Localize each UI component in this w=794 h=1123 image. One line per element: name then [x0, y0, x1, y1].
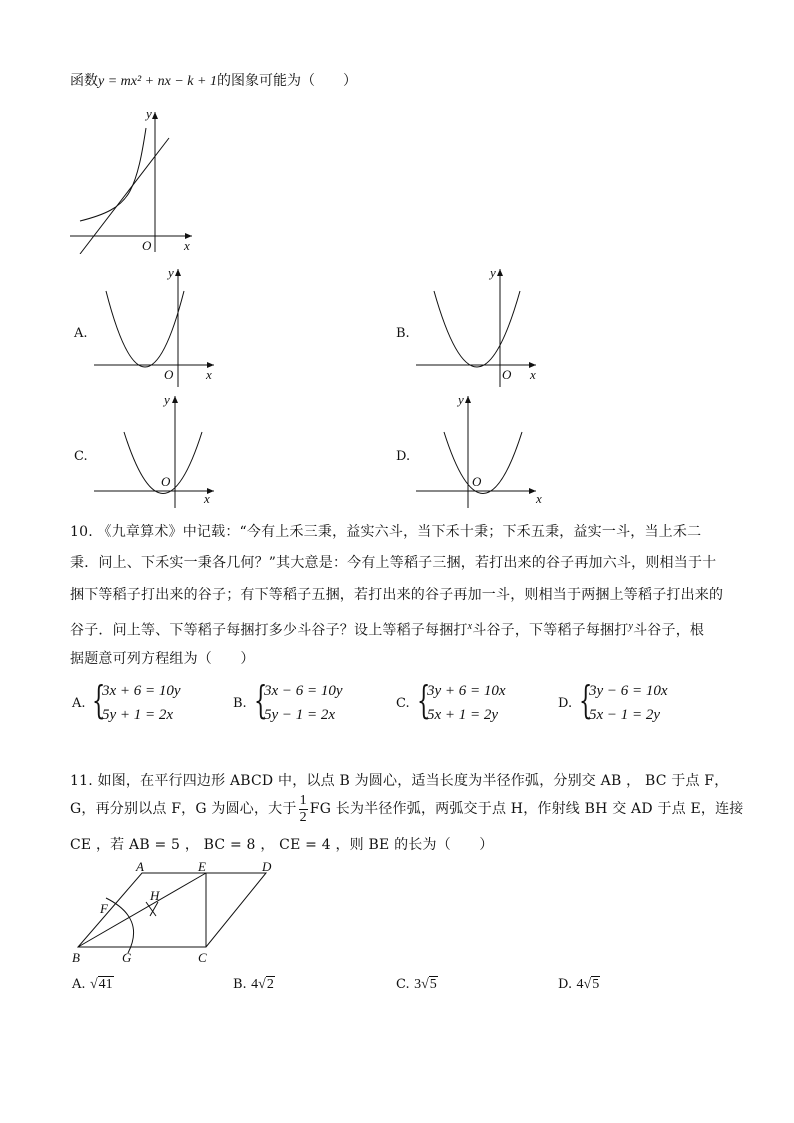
label-d: D — [262, 859, 272, 874]
q9-option-d-label[interactable]: D. — [396, 449, 411, 464]
q11-line-3: CE ，若 AB = 5 ， BC = 8 ， CE = 4 ，则 BE 的长为（ ） — [70, 837, 494, 853]
x-axis-arrow — [529, 488, 536, 494]
radicand: 41 — [98, 977, 113, 992]
option-label: C. — [396, 696, 410, 711]
radicand: 2 — [266, 977, 274, 992]
ray-bh — [78, 873, 206, 947]
label-b: B — [72, 950, 80, 965]
x-label: x — [206, 367, 212, 382]
option-label: A. — [72, 977, 86, 992]
y-label: y — [490, 265, 496, 280]
radicand: 5 — [429, 977, 437, 992]
parabola — [106, 291, 184, 367]
label-g: G — [122, 950, 132, 965]
x-label: x — [536, 491, 542, 506]
arc-fg — [106, 898, 134, 953]
brace-icon: { — [92, 678, 106, 722]
y-axis-arrow — [172, 396, 178, 403]
y-axis-arrow — [152, 112, 158, 119]
q11-line-1: 11. 如图，在平行四边形 ABCD 中，以点 B 为圆心，适当长度为半径作弧，分别交 AB ， BC 于点 F， — [70, 773, 729, 789]
q9-stem-prefix: 函数 — [70, 73, 98, 89]
q9-given-graph — [66, 104, 196, 254]
equation-1: 3x − 6 = 10y — [264, 683, 343, 699]
parabola — [444, 432, 522, 494]
q11-option-c[interactable] — [396, 974, 438, 995]
label-e: E — [198, 859, 206, 874]
q9-option-b-label[interactable]: B. — [396, 326, 410, 341]
q11-line-2-b: FG 长为半径作弧，两弧交于点 H，作射线 BH 交 AD 于点 E，连接 — [309, 801, 744, 817]
q10-line-4-a: 谷子．问上等、下等稻子每捆打多少斗谷子？设上等稻子每捆打 — [70, 622, 468, 639]
sqrt-expression: 3√5 — [414, 977, 437, 992]
option-label: C. — [396, 977, 410, 992]
q9-option-c-graph[interactable] — [90, 390, 220, 510]
y-label: y — [146, 106, 152, 121]
q9-option-a-graph[interactable] — [90, 263, 220, 393]
y-label: y — [168, 265, 174, 280]
equation-1: 3y + 6 = 10x — [427, 683, 506, 699]
equation-1: 3x + 6 = 10y — [102, 683, 181, 699]
coefficient: 3 — [414, 977, 422, 992]
q10-line-2: 秉．问上、下禾实一秉各几何？”其大意是：今有上等稻子三捆，若打出来的谷子再加六斗，则相当于十 — [70, 555, 717, 571]
coefficient: 4 — [251, 977, 259, 992]
q11-option-b[interactable] — [233, 974, 275, 995]
brace-icon: { — [417, 678, 431, 722]
q9-option-b-graph[interactable] — [412, 263, 542, 393]
equation-2: 5y − 1 = 2x — [264, 707, 336, 723]
equation-2: 5y + 1 = 2x — [102, 707, 174, 723]
q9-stem-suffix: 的图象可能为（ ） — [216, 73, 357, 89]
x-label: x — [184, 238, 190, 253]
q11-option-a[interactable] — [72, 974, 114, 995]
option-label: B. — [233, 696, 247, 711]
q9-option-a-label[interactable]: A. — [74, 326, 88, 341]
label-a: A — [136, 859, 144, 874]
q10-line-4-b: 斗谷子，下等稻子每捆打 — [472, 622, 629, 639]
q9-option-c-label[interactable]: C. — [74, 449, 88, 464]
origin-label: O — [472, 474, 482, 489]
sqrt-expression: √41 — [89, 977, 113, 992]
option-label: A. — [72, 696, 86, 711]
y-axis-arrow — [497, 269, 503, 276]
fraction-numerator: 1 — [299, 792, 307, 808]
label-c: C — [198, 950, 207, 965]
q11-line-2 — [70, 792, 744, 826]
y-axis-arrow — [175, 269, 181, 276]
q10-option-a[interactable] — [70, 678, 220, 726]
q9-option-d-graph[interactable] — [412, 390, 542, 510]
q11-line-2-a: G，再分别以点 F，G 为圆心，大于 — [70, 801, 297, 817]
y-label: y — [458, 392, 464, 407]
x-label: x — [530, 367, 536, 382]
brace-icon: { — [254, 678, 268, 722]
q11-option-d[interactable] — [558, 974, 600, 995]
coefficient: 4 — [576, 977, 584, 992]
origin-label: O — [161, 474, 171, 489]
q10-line-4-c: 斗谷子，根 — [633, 622, 705, 639]
q9-stem — [70, 71, 357, 92]
q10-line-3: 捆下等稻子打出来的谷子；有下等稻子五捆，若打出来的谷子再加一斗，则相当于两捆上等稻子打出来的 — [70, 587, 724, 603]
q10-line-5: 据题意可列方程组为（ ） — [70, 651, 255, 667]
sqrt-expression: 4√5 — [576, 977, 600, 992]
q10-var-x: x — [467, 621, 473, 632]
equation-2: 5x − 1 = 2y — [589, 707, 661, 723]
option-label: D. — [558, 977, 573, 992]
q11-parallelogram-figure — [66, 858, 292, 970]
option-label: B. — [233, 977, 247, 992]
fraction-one-half — [299, 793, 308, 826]
x-label: x — [204, 491, 210, 506]
option-label: D. — [558, 696, 573, 711]
y-axis-arrow — [465, 396, 471, 403]
y-label: y — [164, 392, 170, 407]
curve-graph — [80, 128, 146, 221]
label-f: F — [100, 901, 108, 916]
origin-label: O — [502, 367, 512, 382]
q10-option-c[interactable] — [396, 678, 546, 726]
equation-1: 3y − 6 = 10x — [589, 683, 668, 699]
q10-option-b[interactable] — [233, 678, 383, 726]
equation-2: 5x + 1 = 2y — [427, 707, 499, 723]
q10-var-y: y — [628, 621, 634, 632]
q10-option-d[interactable] — [558, 678, 708, 726]
label-h: H — [150, 888, 160, 903]
q10-line-4 — [70, 617, 704, 641]
fraction-denominator: 2 — [299, 809, 307, 825]
q9-formula: y = mx² + nx − k + 1 — [98, 74, 217, 89]
line-graph — [80, 138, 169, 254]
brace-icon: { — [579, 678, 593, 722]
origin-label: O — [142, 238, 152, 253]
sqrt-expression: 4√2 — [251, 977, 274, 992]
origin-label: O — [164, 367, 174, 382]
parabola — [434, 291, 520, 367]
q10-line-1: 10. 《九章算术》中记载：“今有上禾三秉，益实六斗，当下禾十秉；下禾五秉，益实一斗，当上禾二 — [70, 524, 702, 540]
radicand: 5 — [592, 977, 600, 992]
